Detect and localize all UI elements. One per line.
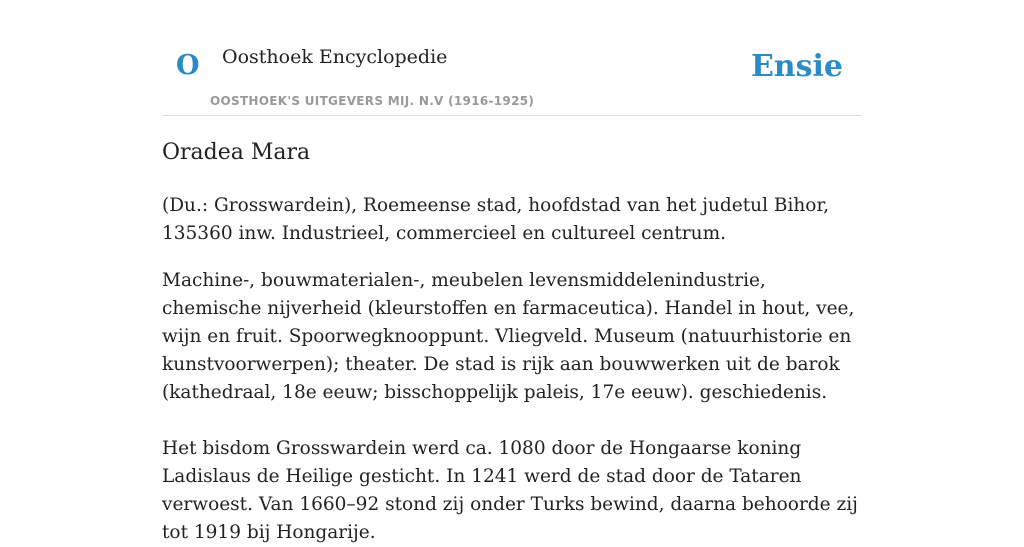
entry-title: Oradea Mara (162, 140, 311, 165)
header (162, 0, 862, 116)
entry-paragraph: (Du.: Grosswardein), Roemeense stad, hoofdstad van het judetul Bihor, 135360 inw. Industrieel, commercieel en cultureel centrum. (162, 195, 830, 244)
entry-paragraph: Machine-, bouwmaterialen-, meubelen levensmiddelenindustrie, chemische nijverheid (kleurstoffen en farmaceutica). Handel in hout, vee, wijn en fruit. Spoorwegknooppunt. Vliegveld. Museum (natuurhistorie en kunstvoorwerpen); theater. De stad is rijk aan bouwwerken uit de barok (kathedraal, 18e eeuw; bisschoppelijk paleis, 17e eeuw). geschiedenis. (162, 270, 855, 403)
book-title-link[interactable]: Oosthoek Encyclopedie (222, 46, 448, 68)
book-logo-letter[interactable]: O (176, 50, 200, 81)
entry-paragraph: Het bisdom Grosswardein werd ca. 1080 door de Hongaarse koning Ladislaus de Heilige gesticht. In 1241 werd de stad door de Tataren verwoest. Van 1660–92 stond zij onder Turks bewind, daarna behoorde zij tot 1919 bij Hongarije. (162, 438, 858, 543)
site-logo-ensie[interactable]: Ensie (750, 49, 843, 84)
content-container (162, 0, 862, 543)
book-subtitle: OOSTHOEK'S UITGEVERS MIJ. N.V (1916-1925) (210, 94, 535, 108)
